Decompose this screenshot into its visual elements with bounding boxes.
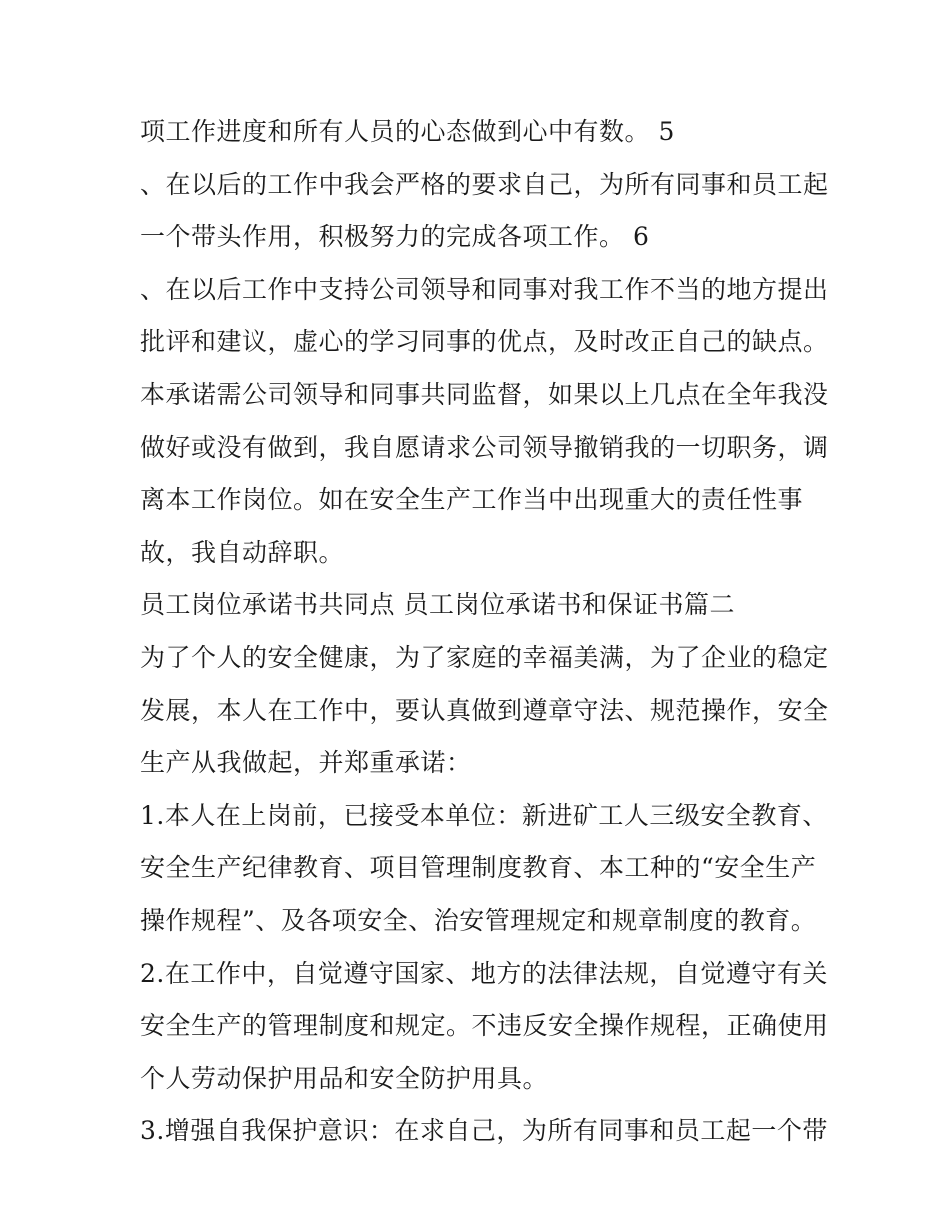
text-line: 安全生产的管理制度和规定。不违反安全操作规程，正确使用 [140,1011,829,1041]
text-line: 个人劳动保护用品和安全防护用具。 [140,1063,549,1093]
text-line: 2.在工作中，自觉遵守国家、地方的法律法规，自觉遵守有关 [140,958,828,988]
document-body [140,106,829,1158]
text-line: 安全生产纪律教育、项目管理制度教育、本工种的“安全生产 [140,853,817,883]
text-line: 3.增强自我保护意识：在求自己，为所有同事和员工起一个带 [140,1116,828,1146]
text-line: 为了个人的安全健康，为了家庭的幸福美满，为了企业的稳定 [140,642,829,672]
text-line: 故，我自动辞职。 [140,537,345,567]
text-line: 本承诺需公司领导和同事共同监督，如果以上几点在全年我没 [140,379,829,409]
text-line: 1.本人在上岗前，已接受本单位：新进矿工人三级安全教育、 [140,800,828,830]
text-line: 离本工作岗位。如在安全生产工作当中出现重大的责任性事 [140,485,804,515]
text-line: 一个带头作用，积极努力的完成各项工作。 6 [140,222,650,252]
section-heading: 员工岗位承诺书共同点 员工岗位承诺书和保证书篇二 [140,590,735,620]
text-line: 批评和建议，虚心的学习同事的优点，及时改正自己的缺点。 [140,327,829,357]
text-line: 操作规程”、及各项安全、治安管理规定和规章制度的教育。 [140,905,817,935]
text-line: 发展，本人在工作中，要认真做到遵章守法、规范操作，安全 [140,695,829,725]
text-line: 、在以后工作中支持公司领导和同事对我工作不当的地方提出 [140,274,829,304]
text-line: 项工作进度和所有人员的心态做到心中有数。 5 [140,117,675,146]
text-line: 做好或没有做到，我自愿请求公司领导撤销我的一切职务，调 [140,432,829,462]
text-line: 、在以后的工作中我会严格的要求自己，为所有同事和员工起 [140,169,829,199]
text-line: 生产从我做起，并郑重承诺： [140,748,472,778]
